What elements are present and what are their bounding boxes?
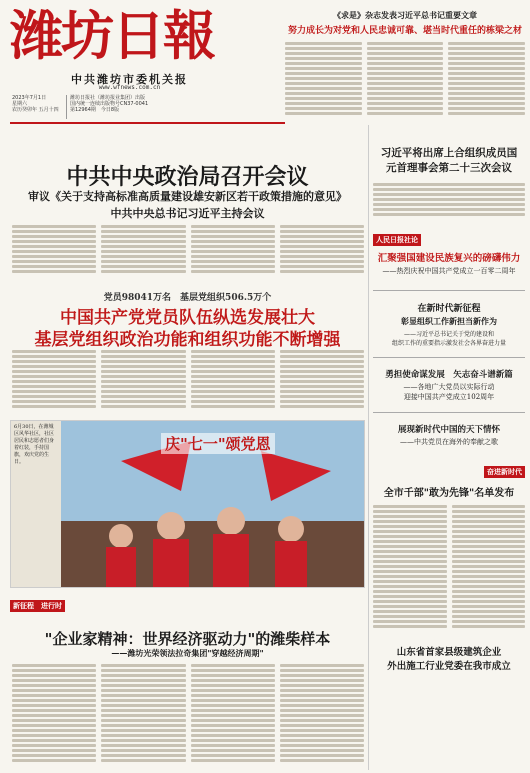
masthead-website[interactable]: www.wfnews.com.cn	[98, 84, 161, 91]
masthead-logo: 潍坊日報	[10, 5, 214, 67]
photo-caption: 庆"七一"颂党恩	[161, 433, 275, 454]
editorial-section-label: 人民日报社论	[373, 234, 421, 246]
bottom-title[interactable]: 全市千部"敢为先锋"名单发布	[383, 488, 515, 499]
xi-title-2[interactable]: 元首理事会第二十三次会议	[386, 162, 512, 174]
economy-title[interactable]: "企业家精神：世界经济驱动力"的潍柴样本	[44, 630, 331, 648]
world-title[interactable]: 展现新时代中国的天下情怀	[397, 425, 500, 435]
economy-subtitle: ——潍坊光荣领法拉奇集团"穿越经济周期"	[111, 648, 264, 658]
story2-title-1[interactable]: 中国共产党党员队伍纵选发展壮大	[60, 308, 315, 328]
story2-kicker: 党员98041万名 基层党组织506.5万个	[103, 293, 272, 303]
lead-subtitle: 审议《关于支持高标准高质量建设雄安新区若干政策措施的意见》	[28, 190, 347, 203]
issue-number: 第12964期	[70, 107, 96, 113]
masthead-rule	[10, 122, 285, 124]
top-right-body	[285, 42, 525, 122]
section-banner: 奋进新时代	[484, 466, 525, 478]
march-title[interactable]: 在新时代新征程	[417, 304, 481, 314]
cn-number: 国内统一连续出版物号CN37-0041	[70, 101, 149, 107]
lead-title[interactable]: 中共中央政治局召开会议	[66, 164, 309, 190]
shandong-title-1[interactable]: 山东省首家县级建筑企业	[396, 647, 502, 658]
page-count: 今日8版	[100, 107, 120, 113]
xi-title-1[interactable]: 习近平将出席上合组织成员国	[380, 147, 518, 159]
world-subtitle: ——中共党员在海外的奉献之歌	[400, 438, 498, 446]
publisher: 潍坊日报社（潍坊报业集团）出版	[70, 95, 146, 101]
brave-subtitle-1: ——各地广大党员以实际行动	[403, 383, 495, 391]
editorial-title[interactable]: 汇聚强国建设民族复兴的磅礴伟力	[377, 253, 521, 264]
photo-side-caption: 6月30日，在潍城区风华社区，社区居民和志愿者们身着红装，手持国旗，欢庆党的生日。	[11, 421, 61, 587]
top-title: 努力成长为对党和人民忠诚可靠、堪当时代重任的栋梁之材	[287, 26, 522, 36]
brave-title[interactable]: 勇担使命谋发展 矢志奋斗谱新篇	[385, 370, 513, 380]
right-column	[368, 125, 525, 770]
march-subtitle-1: 彰显组织工作新担当新作为	[401, 316, 497, 326]
photo-block	[10, 420, 365, 588]
editorial-subtitle: ——热烈庆祝中国共产党成立一百零二周年	[382, 267, 516, 275]
lunar-date: 农历癸卯年 五月十四	[12, 107, 59, 113]
lead-subtitle-2: 中共中央总书记习近平主持会议	[110, 207, 265, 220]
march-subtitle-3: 组织工作的重要指示激发社会各界奋进力量	[391, 340, 506, 347]
story2-body	[12, 350, 364, 416]
shandong-title-2[interactable]: 外出施工行业党委在我市成立	[387, 661, 511, 672]
economy-body	[12, 664, 364, 764]
economy-kicker-badge	[10, 593, 65, 612]
march-subtitle-2: ——习近平总书记关于党的建设和	[403, 331, 494, 338]
story2-title-2[interactable]: 基层党组织政治功能和组织功能不断增强	[34, 330, 341, 350]
top-kicker: 《求是》杂志发表习近平总书记重要文章	[333, 10, 477, 20]
top-right-story[interactable]	[285, 10, 525, 36]
weekday: 星期六	[12, 101, 28, 107]
lead-body	[12, 225, 364, 283]
masthead-info	[12, 95, 280, 119]
economy-kicker: 新征程 进行时	[10, 600, 65, 612]
masthead-subtitle: 中共潍坊市委机关报	[71, 73, 188, 86]
date: 2023年7月1日	[12, 95, 47, 101]
brave-subtitle-2: 迎接中国共产党成立102周年	[403, 393, 495, 401]
